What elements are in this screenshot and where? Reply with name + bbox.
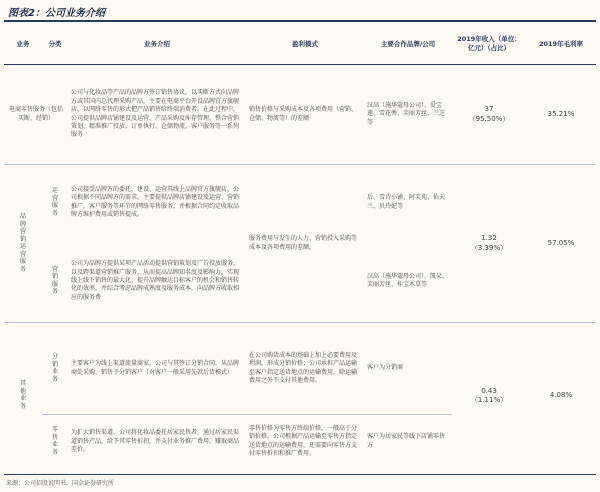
- source-note: 来源：公司招股说明书，国金证券研究所: [6, 480, 115, 487]
- business-intro: 公司为品牌方提供某项产品活动提供营销策划及广告投放服务，以及跨渠道营销推广服务，从而提高品牌知名度及影响力，实现线上线下销售的最大化，提升品牌触达目标客户的机会和销售转化的效率，并综合考虑品牌成熟度及服务成本，向品牌方收取相应的服务费: [68, 241, 246, 323]
- partners: 汉高（施华蔻母公司）、凯朵、芙丽芳丝、桂宝木草等: [364, 241, 452, 323]
- header-profit-model: 盈利模式: [246, 24, 364, 65]
- header-business: 业务: [4, 24, 42, 65]
- business-intro: 为扩大销售渠道，公司将化妆品委托居家民售者，通过居家民渠道销售产品，给予其零售折扣，并支付业务推广费用，赚取商品差价。: [71, 429, 240, 453]
- partners: 客户为居家民等线下店铺零售方: [367, 433, 446, 449]
- business-name: 电商零售服务（包括买断、经销）: [4, 65, 68, 165]
- header-intro: 业务介绍: [68, 24, 246, 65]
- margin-value: 4.08%: [549, 391, 573, 400]
- header-margin: 2019年毛利率: [526, 24, 596, 65]
- revenue-cell: [452, 323, 526, 469]
- revenue-value: 0.43: [481, 386, 497, 395]
- figure-title: 图表2：公司业务介绍: [8, 8, 105, 19]
- bottom-rule: [4, 474, 596, 475]
- partners: 汉高（施华蔻母公司）、爱宝莲、雪花秀、芙丽芳丝、兰芝等: [364, 65, 452, 165]
- header-revenue: 2019年收入（单位：亿元）（占比）: [452, 24, 526, 65]
- margin-value: 35.21%: [526, 65, 596, 165]
- revenue-share: （1.11%）: [470, 395, 508, 404]
- header-category: 分类: [42, 24, 68, 65]
- category-name: 零售业务: [51, 426, 58, 456]
- header-partners: 主要合作品牌/公司: [364, 24, 452, 65]
- business-intro: 公司与化妆品等产品的品牌方签订销售协议，以买断方式向品牌方或其国内总代理采购产品，主要在电商平台开设品牌官方旗舰店，以网络零售的形式把产品销售给终端消费者。在此过程中，公司提供品牌店铺建设及运营、产品采购及库存管理、整合营销策划、精准推广投放、订单执行、仓储物流、客户服务等一系列服务: [68, 65, 246, 165]
- table-row: [4, 165, 596, 241]
- profit-model: 在公司购货成本的基础上加上必要费用及利润，形成分销价格；公司承担产品运输至客户指定送货地点的运输费用，除运输费用之外不支付其他费用。: [246, 323, 364, 415]
- revenue-cell: [452, 65, 526, 165]
- partners: 客户为分销商: [364, 323, 452, 415]
- category-name: 分销业务: [42, 323, 68, 415]
- profit-model: 销售价格与采购成本及各项费用（营销、仓储、物流等）的差额: [246, 65, 364, 165]
- business-intro-table: [4, 24, 596, 469]
- category-name: 运营服务: [51, 187, 58, 217]
- revenue-share: （95.50%）: [468, 114, 510, 123]
- business-name: 品牌营销运营服务: [4, 165, 42, 323]
- profit-model: 服务费用与发生的人力、营销投入采购等成本及各项费用的差额。: [246, 165, 364, 323]
- revenue-cell: [452, 165, 526, 323]
- revenue-value: 1.32: [481, 234, 497, 243]
- business-name: 其他业务: [19, 380, 26, 410]
- revenue-value: 37: [484, 105, 494, 114]
- top-rule: [4, 20, 596, 22]
- business-intro: 主要客户为线上渠道流量商家，公司与其签订分销合同，从品牌商处采购、销售予分销客户（对客户一般采用先款后货模式）: [68, 323, 246, 415]
- table-row: [4, 323, 596, 415]
- table-row: [4, 65, 596, 165]
- revenue-share: （3.39%）: [470, 243, 508, 252]
- header-row: [4, 24, 596, 65]
- partners: 后、雪诗小铺、阿芙苑、佑天兰、贝玲妃等: [367, 194, 446, 210]
- business-intro: 公司接受品牌方的委托，建设、运营其线上品牌官方旗舰店，公司根据不同品牌方的需求，主要提供品牌店铺建设及运营、营销推广、客户服务等环节的网络零售服务，并根据合同约定收取品牌方维护费用或销售提成。: [71, 185, 240, 219]
- profit-model: 零售价格为零售方终端价格，一般高于分销价格。公司根据产品运输至零售方指定送货地点的运输费用，还需要向零售方支付零售折扣和推广费用。: [249, 424, 358, 458]
- margin-value: 57.05%: [526, 165, 596, 323]
- category-name: 营销服务: [42, 241, 68, 323]
